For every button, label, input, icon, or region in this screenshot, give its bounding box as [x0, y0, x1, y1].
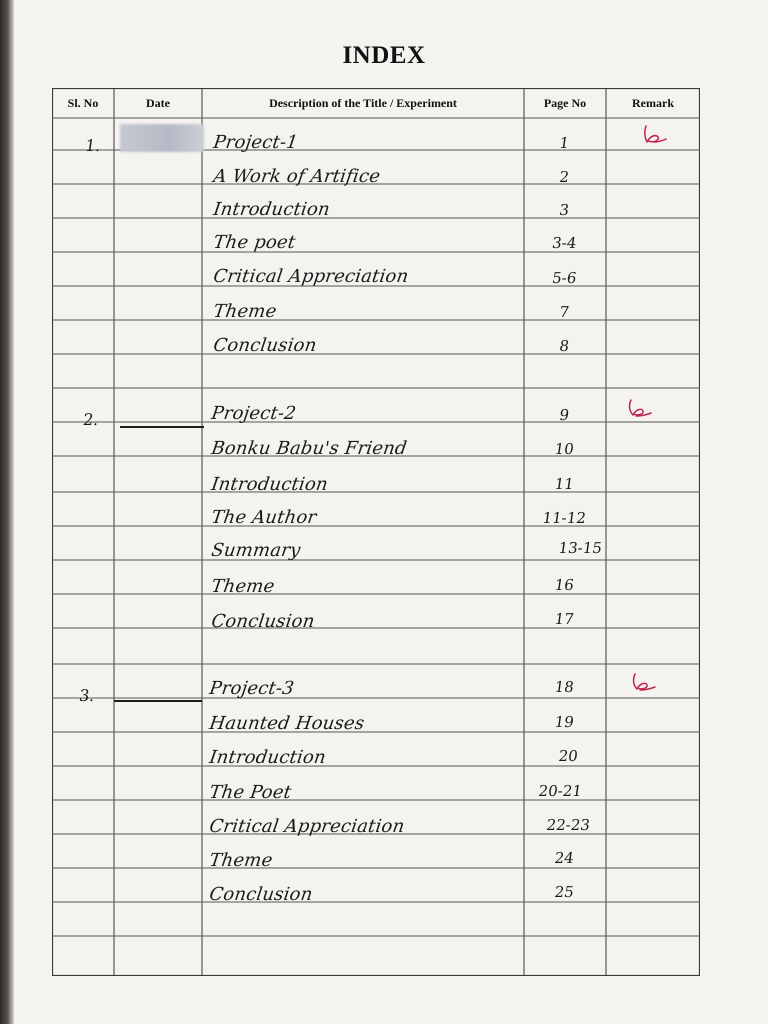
index-table: [52, 88, 700, 976]
teacher-signature-icon: [628, 670, 658, 694]
entry-title: Introduction: [208, 747, 328, 768]
entry-page: 25: [553, 883, 576, 901]
entry-page: 11-12: [541, 509, 588, 527]
date-blank-line: [114, 700, 202, 702]
entry-title: Haunted Houses: [208, 713, 366, 734]
entry-title: Project-3: [208, 678, 296, 699]
entry-page: 9: [558, 406, 571, 424]
entry-title: The poet: [212, 232, 297, 253]
entry-title: Bonku Babu's Friend: [210, 438, 409, 459]
header-page-no: Page No: [543, 96, 587, 110]
table-grid: [52, 88, 700, 976]
entry-page: 13-15: [557, 539, 604, 557]
teacher-signature-icon: [640, 122, 670, 146]
entry-title: The Poet: [208, 782, 293, 803]
entry-page: 20-21: [537, 782, 584, 800]
entry-title: Conclusion: [208, 884, 315, 905]
entry-page: 17: [553, 610, 576, 628]
entry-page: 22-23: [545, 816, 592, 834]
header-date: Date: [146, 96, 170, 110]
entry-title: The Author: [210, 507, 318, 528]
entry-page: 7: [558, 303, 571, 321]
entry-title: A Work of Artifice: [212, 166, 382, 187]
entry-title: Introduction: [210, 474, 330, 495]
entry-title: Critical Appreciation: [208, 816, 406, 837]
header-remark: Remark: [632, 96, 674, 110]
entry-page: 2: [558, 168, 571, 186]
redacted-date-block: [120, 124, 204, 152]
section-number: 2.: [82, 410, 100, 429]
section-number: 1.: [84, 136, 102, 155]
entry-page: 24: [553, 849, 576, 867]
entry-title: Conclusion: [210, 611, 317, 632]
entry-page: 18: [553, 678, 576, 696]
entry-title: Theme: [208, 850, 274, 871]
entry-title: Conclusion: [212, 335, 319, 356]
entry-page: 5-6: [550, 269, 578, 287]
header-description: Description of the Title / Experiment: [269, 96, 457, 110]
entry-page: 3: [558, 201, 571, 219]
entry-title: Theme: [210, 576, 276, 597]
entry-page: 11: [553, 475, 576, 493]
entry-title: Theme: [212, 301, 278, 322]
notebook-binding-shadow: [0, 0, 14, 1024]
page-title: INDEX: [342, 42, 426, 69]
teacher-signature-icon: [624, 396, 654, 420]
section-number: 3.: [78, 686, 96, 705]
entry-page: 16: [553, 576, 576, 594]
header-sl-no: Sl. No: [67, 96, 99, 110]
entry-title: Project-1: [212, 132, 300, 153]
entry-page: 1: [558, 134, 571, 152]
entry-page: 8: [558, 337, 571, 355]
entry-title: Introduction: [212, 199, 332, 220]
entry-title: Project-2: [210, 403, 298, 424]
entry-page: 3-4: [550, 234, 578, 252]
entry-page: 20: [557, 747, 580, 765]
entry-page: 19: [553, 713, 576, 731]
entry-page: 10: [553, 440, 576, 458]
date-blank-line: [120, 426, 204, 428]
entry-title: Critical Appreciation: [212, 266, 410, 287]
entry-title: Summary: [210, 540, 302, 561]
